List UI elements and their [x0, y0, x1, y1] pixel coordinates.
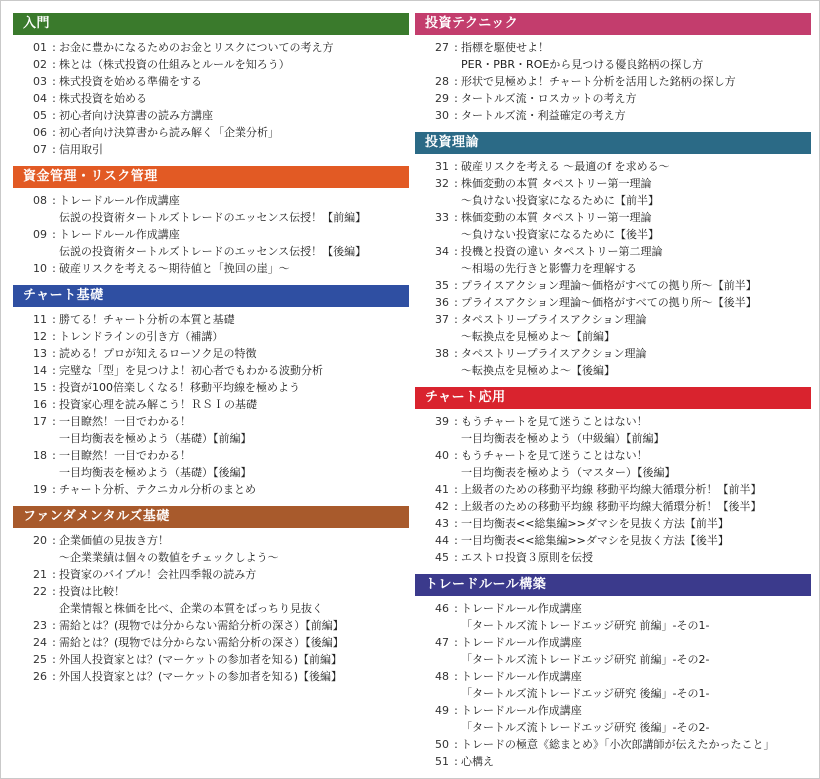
lesson-number: 35: [435, 279, 449, 292]
separator: :: [52, 194, 56, 207]
lesson-item[interactable]: [415, 243, 811, 277]
lesson-title: [461, 481, 762, 498]
separator: :: [454, 109, 458, 122]
lesson-item[interactable]: [13, 141, 409, 158]
lesson-title-line: 株式投資を始める準備をする: [59, 75, 202, 88]
lesson-number: 24: [33, 636, 47, 649]
separator: :: [52, 126, 56, 139]
lesson-item[interactable]: [415, 532, 811, 549]
lesson-subtitle-line: 一目均衡表を極めよう（基礎）【後編】: [59, 466, 252, 479]
lesson-item[interactable]: [415, 294, 811, 311]
section-header: トレードルール構築: [415, 574, 811, 596]
lesson-list: [415, 600, 811, 770]
lesson-title: [461, 447, 676, 481]
section-chart_oyo: [415, 387, 811, 566]
separator: :: [454, 41, 458, 54]
lesson-title-line: チャート分析、テクニカル分析のまとめ: [59, 483, 257, 496]
separator: :: [52, 449, 56, 462]
lesson-item[interactable]: [415, 515, 811, 532]
separator: :: [52, 313, 56, 326]
lesson-item[interactable]: [415, 73, 811, 90]
separator: :: [454, 296, 458, 309]
lesson-title: [59, 413, 252, 447]
lesson-item[interactable]: [13, 583, 409, 617]
lesson-item[interactable]: [13, 107, 409, 124]
lesson-list: [415, 39, 811, 124]
lesson-subtitle-line: 一目均衡表を極めよう（中級編）【前編】: [461, 432, 665, 445]
lesson-number: 15: [33, 381, 47, 394]
lesson-subtitle-line: 一目均衡表を極めよう（マスター）【後編】: [461, 466, 676, 479]
lesson-number: 01: [33, 41, 47, 54]
separator: :: [52, 92, 56, 105]
separator: :: [52, 415, 56, 428]
lesson-title-line: お金に豊かになるためのお金とリスクについての考え方: [59, 41, 334, 54]
lesson-title-line: 需給とは？(現物では分からない需給分析の深さ）【前編】: [59, 619, 344, 632]
lesson-title: [461, 73, 736, 90]
lesson-item[interactable]: [415, 447, 811, 481]
lesson-item[interactable]: [13, 379, 409, 396]
lesson-list: [415, 413, 811, 566]
lesson-title: [461, 600, 709, 634]
separator: :: [52, 347, 56, 360]
section-header: チャート応用: [415, 387, 811, 409]
lesson-title: [461, 736, 775, 753]
section-trade_rule: [415, 574, 811, 770]
section-header: 資金管理・リスク管理: [13, 166, 409, 188]
lesson-number: 50: [435, 738, 449, 751]
lesson-subtitle-line: 「タートルズ流トレードエッジ研究 前編」-その1-: [461, 619, 710, 632]
lesson-number: 23: [33, 619, 47, 632]
lesson-number: 40: [435, 449, 449, 462]
lesson-item[interactable]: [13, 634, 409, 651]
lesson-item[interactable]: [415, 158, 811, 175]
lesson-number: 10: [33, 262, 47, 275]
lesson-subtitle-line: 企業情報と株価を比べ、企業の本質をばっちり見抜く: [59, 602, 323, 615]
lesson-title: [461, 209, 659, 243]
lesson-item[interactable]: [415, 668, 811, 702]
lesson-item[interactable]: [13, 532, 409, 566]
lesson-number: 36: [435, 296, 449, 309]
lesson-item[interactable]: [13, 90, 409, 107]
lesson-title-line: 初心者向け決算書から読み解く「企業分析」: [59, 126, 279, 139]
lesson-item[interactable]: [13, 345, 409, 362]
separator: :: [454, 551, 458, 564]
lesson-list: [13, 192, 409, 277]
lesson-item[interactable]: [13, 73, 409, 90]
lesson-item[interactable]: [415, 498, 811, 515]
lesson-title: [461, 668, 709, 702]
lesson-subtitle-line: 一目均衡表を極めよう（基礎）【前編】: [59, 432, 252, 445]
lesson-title: [461, 515, 729, 532]
lesson-title-line: もうチャートを見て迷うことはない！: [461, 449, 648, 462]
lesson-title: [59, 379, 300, 396]
lesson-title: [59, 634, 344, 651]
lesson-title: [59, 345, 256, 362]
lesson-number: 18: [33, 449, 47, 462]
section-header: 入門: [13, 13, 409, 35]
lesson-item[interactable]: [13, 481, 409, 498]
lesson-list: [13, 39, 409, 158]
lesson-item[interactable]: [13, 447, 409, 481]
separator: :: [454, 636, 458, 649]
lesson-title-line: 投資は比較！: [59, 585, 125, 598]
lesson-number: 34: [435, 245, 449, 258]
lesson-title-line: エストロ投資３原則を伝授: [461, 551, 593, 564]
separator: :: [52, 330, 56, 343]
lesson-number: 37: [435, 313, 449, 326]
separator: :: [52, 381, 56, 394]
lesson-title-line: 上級者のための移動平均線 移動平均線大循環分析！【後半】: [461, 500, 762, 513]
separator: :: [52, 636, 56, 649]
lesson-subtitle-line: 伝説の投資術タートルズトレードのエッセンス伝授！【前編】: [59, 211, 367, 224]
lesson-subtitle-line: 〜企業業績は個々の数値をチェックしよう〜: [59, 551, 279, 564]
lesson-item[interactable]: [415, 345, 811, 379]
separator: :: [52, 109, 56, 122]
lesson-title: [461, 175, 659, 209]
lesson-number: 05: [33, 109, 47, 122]
separator: :: [52, 670, 56, 683]
lesson-number: 04: [33, 92, 47, 105]
lesson-title-line: 株価変動の本質 タペストリー第一理論: [461, 211, 652, 224]
lesson-number: 43: [435, 517, 449, 530]
lesson-item[interactable]: [13, 413, 409, 447]
lesson-number: 33: [435, 211, 449, 224]
separator: :: [454, 415, 458, 428]
lesson-title: [59, 668, 342, 685]
separator: :: [52, 228, 56, 241]
separator: :: [454, 500, 458, 513]
lesson-number: 49: [435, 704, 449, 717]
lesson-title: [59, 566, 256, 583]
lesson-title-line: 完璧な「型」を見つけよ！初心者でもわかる波動分析: [59, 364, 323, 377]
lesson-title: [461, 158, 670, 175]
lesson-title-line: 需給とは？(現物では分からない需給分析の深さ）【後編】: [59, 636, 344, 649]
lesson-subtitle-line: 〜相場の先行きと影響力を理解する: [461, 262, 637, 275]
lesson-title: [461, 311, 646, 345]
separator: :: [454, 92, 458, 105]
lesson-item[interactable]: [13, 566, 409, 583]
lesson-title-line: プライスアクション理論〜価格がすべての拠り所〜【後半】: [461, 296, 757, 309]
lesson-number: 46: [435, 602, 449, 615]
lesson-number: 30: [435, 109, 449, 122]
lesson-title-line: タペストリープライスアクション理論: [461, 347, 647, 360]
lesson-title-line: 破産リスクを考える〜期待値と「挽回の崖」〜: [59, 262, 290, 275]
lesson-title: [59, 447, 252, 481]
lesson-number: 44: [435, 534, 449, 547]
lesson-title-line: トレンドラインの引き方（補講）: [59, 330, 224, 343]
section-nyumon: [13, 13, 409, 158]
lesson-item[interactable]: [415, 702, 811, 736]
lesson-number: 42: [435, 500, 449, 513]
lesson-title: [59, 328, 223, 345]
lesson-title-line: 投機と投資の違い タペストリー第二理論: [461, 245, 663, 258]
lesson-item[interactable]: [415, 549, 811, 566]
separator: :: [454, 279, 458, 292]
lesson-item[interactable]: [415, 90, 811, 107]
lesson-item[interactable]: [415, 634, 811, 668]
lesson-title-line: タートルズ流・利益確定の考え方: [461, 109, 626, 122]
lesson-title-line: 一目均衡表<<総集編>>ダマシを見抜く方法【後半】: [461, 534, 729, 547]
lesson-item[interactable]: [13, 226, 409, 260]
lesson-title-line: 投資家のバイブル！会社四季報の読み方: [59, 568, 257, 581]
section-fundamentals: [13, 506, 409, 685]
lesson-title-line: 一目瞭然！一目でわかる！: [59, 415, 191, 428]
lesson-number: 11: [33, 313, 47, 326]
separator: :: [454, 755, 458, 768]
lesson-item[interactable]: [415, 39, 811, 73]
lesson-item[interactable]: [13, 260, 409, 277]
separator: :: [454, 483, 458, 496]
separator: :: [454, 313, 458, 326]
lesson-number: 02: [33, 58, 47, 71]
lesson-number: 25: [33, 653, 47, 666]
separator: :: [454, 245, 458, 258]
separator: :: [52, 585, 56, 598]
lesson-title: [59, 56, 290, 73]
lesson-subtitle-line: 「タートルズ流トレードエッジ研究 前編」-その2-: [461, 653, 710, 666]
separator: :: [52, 568, 56, 581]
lesson-title-line: 株価変動の本質 タペストリー第一理論: [461, 177, 652, 190]
separator: :: [454, 602, 458, 615]
lesson-number: 38: [435, 347, 449, 360]
lesson-subtitle-line: 〜転換点を見極めよ〜【後編】: [461, 364, 615, 377]
lesson-item[interactable]: [415, 600, 811, 634]
lesson-title: [461, 90, 637, 107]
lesson-number: 09: [33, 228, 47, 241]
lesson-title-line: トレードルール作成講座: [461, 704, 582, 717]
lesson-title: [461, 413, 665, 447]
lesson-title-line: 株式投資を始める: [59, 92, 147, 105]
separator: :: [454, 160, 458, 173]
lesson-number: 19: [33, 483, 47, 496]
lesson-item[interactable]: [415, 107, 811, 124]
lesson-title: [461, 107, 626, 124]
lesson-subtitle-line: 〜負けない投資家になるために【前半】: [461, 194, 659, 207]
lesson-title: [59, 311, 235, 328]
lesson-subtitle-line: PER・PBR・ROEから見つける優良銘柄の探し方: [461, 58, 704, 71]
lesson-title: [59, 651, 342, 668]
section-riron: [415, 132, 811, 379]
lesson-number: 45: [435, 551, 449, 564]
lesson-title-line: トレードルール作成講座: [461, 636, 582, 649]
lesson-title: [59, 396, 257, 413]
lesson-number: 20: [33, 534, 47, 547]
lesson-subtitle-line: 「タートルズ流トレードエッジ研究 後編」-その2-: [461, 721, 710, 734]
lesson-number: 03: [33, 75, 47, 88]
lesson-item[interactable]: [13, 124, 409, 141]
lesson-item[interactable]: [415, 277, 811, 294]
lesson-number: 12: [33, 330, 47, 343]
lesson-title: [59, 192, 366, 226]
lesson-number: 26: [33, 670, 47, 683]
lesson-title-line: 投資が100倍楽しくなる！移動平均線を極めよう: [59, 381, 300, 394]
lesson-item[interactable]: [13, 328, 409, 345]
lesson-title-line: 心構え: [461, 755, 494, 768]
separator: :: [52, 143, 56, 156]
lesson-number: 22: [33, 585, 47, 598]
separator: :: [52, 398, 56, 411]
separator: :: [454, 534, 458, 547]
lesson-title-line: 破産リスクを考える 〜最適のf を求める〜: [461, 160, 670, 173]
lesson-number: 48: [435, 670, 449, 683]
lesson-subtitle-line: 「タートルズ流トレードエッジ研究 後編」-その1-: [461, 687, 710, 700]
lesson-title: [59, 362, 323, 379]
lesson-number: 07: [33, 143, 47, 156]
separator: :: [454, 211, 458, 224]
lesson-number: 08: [33, 194, 47, 207]
lesson-subtitle-line: 〜負けない投資家になるために【後半】: [461, 228, 659, 241]
separator: :: [52, 58, 56, 71]
separator: :: [52, 364, 56, 377]
lesson-item[interactable]: [13, 651, 409, 668]
separator: :: [52, 41, 56, 54]
lesson-number: 14: [33, 364, 47, 377]
left-column: [13, 13, 409, 693]
separator: :: [454, 347, 458, 360]
section-chart_kiso: [13, 285, 409, 498]
separator: :: [454, 704, 458, 717]
lesson-title-line: トレードルール作成講座: [461, 670, 582, 683]
lesson-number: 27: [435, 41, 449, 54]
separator: :: [454, 449, 458, 462]
lesson-title-line: もうチャートを見て迷うことはない！: [461, 415, 648, 428]
lesson-item[interactable]: [415, 413, 811, 447]
lesson-title-line: トレードルール作成講座: [59, 228, 180, 241]
lesson-number: 06: [33, 126, 47, 139]
lesson-title: [461, 634, 709, 668]
lesson-title: [461, 345, 646, 379]
lesson-number: 32: [435, 177, 449, 190]
lesson-title-line: 勝てる！チャート分析の本質と基礎: [59, 313, 235, 326]
lesson-title-line: 形状で見極めよ！チャート分析を活用した銘柄の探し方: [461, 75, 736, 88]
lesson-title-line: タペストリープライスアクション理論: [461, 313, 647, 326]
lesson-title: [59, 583, 323, 617]
lesson-title: [59, 481, 256, 498]
lesson-subtitle-line: 〜転換点を見極めよ〜【前編】: [461, 330, 615, 343]
lesson-number: 39: [435, 415, 449, 428]
lesson-item[interactable]: [415, 736, 811, 753]
lesson-title: [59, 39, 334, 56]
lesson-item[interactable]: [415, 175, 811, 209]
lesson-item[interactable]: [13, 617, 409, 634]
separator: :: [454, 517, 458, 530]
lesson-title-line: プライスアクション理論〜価格がすべての拠り所〜【前半】: [461, 279, 757, 292]
lesson-number: 21: [33, 568, 47, 581]
lesson-title: [59, 226, 366, 260]
lesson-number: 47: [435, 636, 449, 649]
section-header: 投資理論: [415, 132, 811, 154]
lesson-item[interactable]: [13, 668, 409, 685]
lesson-item[interactable]: [13, 311, 409, 328]
lesson-title-line: 指標を駆使せよ！: [461, 41, 549, 54]
lesson-title-line: 一目瞭然！一目でわかる！: [59, 449, 191, 462]
lesson-title-line: 外国人投資家とは？(マーケットの参加者を知る)【前編】: [59, 653, 343, 666]
lesson-title-line: トレードの極意《総まとめ》「小次郎講師が伝えたかったこと」: [461, 738, 775, 751]
lesson-title-line: 上級者のための移動平均線 移動平均線大循環分析！【前半】: [461, 483, 762, 496]
lesson-title: [59, 107, 213, 124]
lesson-item[interactable]: [415, 209, 811, 243]
section-shikin: [13, 166, 409, 277]
lesson-title: [461, 243, 663, 277]
lesson-title-line: 初心者向け決算書の読み方講座: [59, 109, 213, 122]
separator: :: [454, 75, 458, 88]
separator: :: [454, 670, 458, 683]
lesson-title-line: トレードルール作成講座: [461, 602, 582, 615]
section-tech: [415, 13, 811, 124]
separator: :: [52, 262, 56, 275]
lesson-title: [59, 124, 279, 141]
separator: :: [52, 619, 56, 632]
lesson-title-line: トレードルール作成講座: [59, 194, 180, 207]
lesson-title: [461, 294, 757, 311]
lesson-title-line: 株とは（株式投資の仕組みとルールを知ろう）: [59, 58, 290, 71]
separator: :: [52, 483, 56, 496]
lesson-list: [13, 532, 409, 685]
lesson-title-line: 外国人投資家とは？(マーケットの参加者を知る)【後編】: [59, 670, 343, 683]
lesson-title: [59, 90, 147, 107]
lesson-title-line: 一目均衡表<<総集編>>ダマシを見抜く方法【前半】: [461, 517, 729, 530]
lesson-title: [461, 532, 729, 549]
lesson-title: [461, 549, 593, 566]
lesson-title-line: 信用取引: [59, 143, 103, 156]
lesson-number: 17: [33, 415, 47, 428]
lesson-title-line: 読める！プロが知えるローソク足の特徴: [59, 347, 257, 360]
lesson-number: 29: [435, 92, 449, 105]
lesson-title: [461, 498, 762, 515]
lesson-item[interactable]: [13, 362, 409, 379]
lesson-title-line: タートルズ流・ロスカットの考え方: [461, 92, 637, 105]
lesson-number: 28: [435, 75, 449, 88]
lesson-title: [59, 141, 103, 158]
lesson-number: 51: [435, 755, 449, 768]
section-header: チャート基礎: [13, 285, 409, 307]
lesson-title: [461, 702, 709, 736]
lesson-list: [415, 158, 811, 379]
lesson-number: 13: [33, 347, 47, 360]
lesson-title: [59, 532, 279, 566]
lesson-list: [13, 311, 409, 498]
section-header: 投資テクニック: [415, 13, 811, 35]
separator: :: [52, 653, 56, 666]
lesson-title: [461, 277, 757, 294]
lesson-item[interactable]: [13, 192, 409, 226]
section-header: ファンダメンタルズ基礎: [13, 506, 409, 528]
lesson-item[interactable]: [13, 39, 409, 56]
lesson-item[interactable]: [415, 753, 811, 770]
separator: :: [454, 177, 458, 190]
separator: :: [52, 534, 56, 547]
lesson-title: [59, 617, 344, 634]
lesson-title: [461, 753, 494, 770]
lesson-number: 16: [33, 398, 47, 411]
lesson-item[interactable]: [13, 56, 409, 73]
lesson-item[interactable]: [415, 311, 811, 345]
lesson-title-line: 企業価値の見抜き方！: [59, 534, 169, 547]
lesson-number: 31: [435, 160, 449, 173]
lesson-title: [59, 73, 202, 90]
separator: :: [454, 738, 458, 751]
lesson-title-line: 投資家心理を読み解こう！ＲＳＩの基礎: [59, 398, 257, 411]
separator: :: [52, 75, 56, 88]
right-column: [415, 13, 811, 778]
lesson-subtitle-line: 伝説の投資術タートルズトレードのエッセンス伝授！【後編】: [59, 245, 367, 258]
lesson-title: [461, 39, 703, 73]
lesson-item[interactable]: [415, 481, 811, 498]
lesson-item[interactable]: [13, 396, 409, 413]
lesson-title: [59, 260, 290, 277]
lesson-number: 41: [435, 483, 449, 496]
